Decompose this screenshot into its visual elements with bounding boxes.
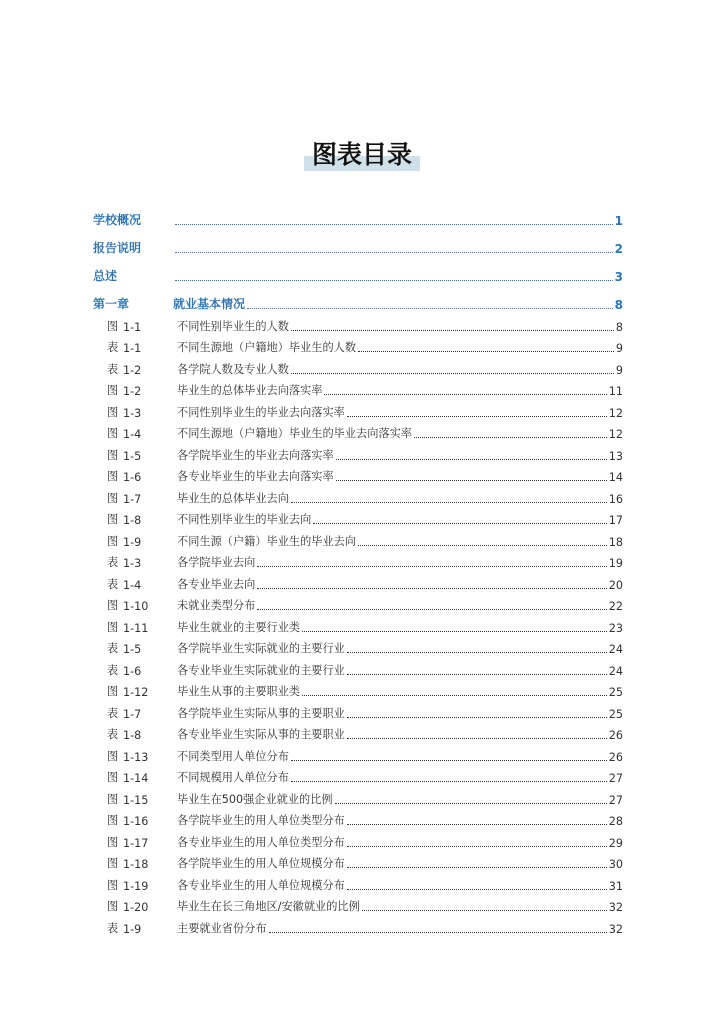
toc-dot-leader <box>291 372 614 374</box>
toc-dot-leader <box>291 329 614 331</box>
toc-sub-entry[interactable] <box>93 334 623 356</box>
toc-entry-text: 各学院毕业生的用人单位规模分布 <box>177 857 345 870</box>
toc-page-number: 12 <box>608 406 623 420</box>
toc-page-number: 8 <box>614 298 623 312</box>
toc-entry-number: 1-2 <box>123 363 142 377</box>
toc-entry-kind: 表 <box>107 341 119 354</box>
toc-entry-number: 1-20 <box>123 901 149 914</box>
toc-sub-entry[interactable] <box>93 592 623 614</box>
toc-entry-text: 不同性别毕业生的毕业去向落实率 <box>177 405 345 419</box>
toc-page-number: 1 <box>614 214 623 228</box>
toc-entry-number: 1-5 <box>123 449 142 463</box>
toc-page-number: 16 <box>608 492 623 506</box>
toc-entry-number: 1-9 <box>123 535 142 549</box>
toc-entry-label: 第一章 <box>93 297 130 311</box>
toc-dot-leader <box>291 759 607 761</box>
toc-entry-kind: 表 <box>107 577 119 591</box>
toc-entry-number: 1-4 <box>123 428 142 441</box>
toc-dot-leader <box>291 501 607 503</box>
toc-entry-number: 1-5 <box>123 643 142 656</box>
toc-dot-leader <box>175 279 613 281</box>
toc-page-number: 27 <box>608 772 623 785</box>
toc-sub-entry[interactable] <box>93 355 623 377</box>
toc-page-number: 26 <box>608 729 623 742</box>
toc-dot-leader <box>291 780 607 782</box>
toc-entry-kind: 图 <box>107 470 119 483</box>
toc-sub-entry[interactable] <box>93 398 623 420</box>
toc-entry-number: 1-11 <box>123 621 149 635</box>
toc-dot-leader <box>257 608 606 610</box>
toc-entry-number: 1-8 <box>123 729 142 742</box>
toc-dot-leader <box>257 565 606 567</box>
toc-entry-kind: 图 <box>107 792 119 806</box>
toc-entry-text: 不同生源（户籍）毕业生的毕业去向 <box>177 534 357 548</box>
toc-entry-number: 1-9 <box>123 922 142 936</box>
toc-sub-entry[interactable] <box>93 506 623 528</box>
toc-dot-leader <box>335 802 607 804</box>
toc-entry-text: 毕业生在长三角地区/安徽就业的比例 <box>177 900 360 913</box>
toc-sub-entry[interactable] <box>93 828 623 850</box>
toc-page-number: 9 <box>615 363 623 377</box>
toc-entry-number: 1-6 <box>123 471 142 484</box>
toc-entry-kind: 表 <box>107 706 119 720</box>
toc-entry-kind: 图 <box>107 448 119 462</box>
toc-sub-entry[interactable] <box>93 377 623 399</box>
toc-dot-leader <box>347 845 607 847</box>
toc-sub-entry[interactable] <box>93 850 623 872</box>
toc-dot-leader <box>347 866 607 868</box>
toc-dot-leader <box>302 630 607 632</box>
toc-entry-kind: 图 <box>107 685 119 698</box>
toc-page-number: 8 <box>615 320 623 334</box>
toc-entry-number: 1-3 <box>123 557 142 570</box>
toc-entry-text: 不同规模用人单位分布 <box>177 771 289 784</box>
toc-entry-kind: 图 <box>107 771 119 784</box>
toc-entry-kind: 图 <box>107 814 119 827</box>
toc-main-entry[interactable] <box>93 284 623 312</box>
toc-dot-leader <box>257 587 606 589</box>
toc-dot-leader <box>347 888 607 890</box>
toc-page-number: 22 <box>608 600 623 613</box>
toc-entry-text: 各学院毕业生实际从事的主要职业 <box>177 706 345 720</box>
toc-page-number: 32 <box>608 901 623 914</box>
toc-entry-text: 主要就业省份分布 <box>177 921 267 935</box>
toc-sub-entry[interactable] <box>93 441 623 463</box>
toc-dot-leader <box>414 436 607 438</box>
toc-main-entry[interactable] <box>93 256 623 284</box>
toc-page-number: 30 <box>608 858 623 871</box>
table-of-contents <box>93 200 623 936</box>
toc-sub-entry[interactable] <box>93 914 623 936</box>
toc-entry-number: 1-14 <box>123 772 149 785</box>
toc-entry-text: 各专业毕业生的用人单位规模分布 <box>177 878 345 892</box>
toc-page-number: 17 <box>608 514 623 527</box>
toc-page-number: 23 <box>608 621 623 635</box>
toc-page-number: 25 <box>608 686 623 699</box>
toc-entry-text: 不同性别毕业生的毕业去向 <box>177 513 312 526</box>
toc-page-number: 24 <box>608 664 623 678</box>
toc-sub-entry[interactable] <box>93 613 623 635</box>
toc-entry-number: 1-19 <box>123 879 149 893</box>
toc-page-number: 24 <box>608 643 623 656</box>
toc-entry-text: 不同生源地（户籍地）毕业生的人数 <box>177 341 357 354</box>
toc-dot-leader <box>336 479 607 481</box>
toc-page-number: 29 <box>608 836 623 850</box>
toc-entry-text: 各专业毕业生的用人单位类型分布 <box>177 835 345 849</box>
toc-entry-kind: 图 <box>107 749 119 763</box>
toc-entry-number: 1-16 <box>123 815 149 828</box>
toc-entry-kind: 表 <box>107 663 119 677</box>
toc-page-number: 3 <box>614 270 623 284</box>
toc-dot-leader <box>358 544 607 546</box>
toc-dot-leader <box>347 651 607 653</box>
toc-entry-number: 1-15 <box>123 793 149 807</box>
toc-entry-number: 1-2 <box>123 385 142 398</box>
toc-dot-leader <box>336 458 607 460</box>
toc-page-number: 13 <box>608 449 623 463</box>
toc-entry-text: 各专业毕业生实际就业的主要行业 <box>177 663 345 677</box>
toc-entry-number: 1-7 <box>123 492 142 506</box>
toc-dot-leader <box>313 522 606 524</box>
toc-sub-entry[interactable] <box>93 484 623 506</box>
toc-entry-number: 1-1 <box>123 320 142 334</box>
toc-entry-kind: 图 <box>107 857 119 870</box>
toc-entry-kind: 图 <box>107 878 119 892</box>
toc-entry-text: 各学院人数及专业人数 <box>177 362 289 376</box>
toc-sub-entry[interactable] <box>93 312 623 334</box>
toc-dot-leader <box>347 415 607 417</box>
toc-sub-entry[interactable] <box>93 635 623 657</box>
toc-entry-text: 不同生源地（户籍地）毕业生的毕业去向落实率 <box>177 427 412 440</box>
toc-sub-entry[interactable] <box>93 742 623 764</box>
toc-sub-entry[interactable] <box>93 721 623 743</box>
toc-sub-entry[interactable] <box>93 807 623 829</box>
toc-entry-kind: 图 <box>107 319 119 333</box>
toc-sub-entry[interactable] <box>93 871 623 893</box>
toc-entry-text: 各学院毕业去向 <box>177 556 256 569</box>
toc-dot-leader <box>302 694 607 696</box>
toc-entry-text: 毕业生从事的主要职业类 <box>177 685 301 698</box>
toc-page-number: 2 <box>614 242 623 256</box>
toc-entry-kind: 图 <box>107 900 119 913</box>
toc-entry-text: 各专业毕业生的毕业去向落实率 <box>177 470 334 483</box>
toc-page-number: 9 <box>615 342 623 355</box>
toc-dot-leader <box>358 350 614 352</box>
toc-entry-number: 1-3 <box>123 406 142 420</box>
page-title <box>304 138 420 172</box>
toc-dot-leader <box>324 393 606 395</box>
toc-entry-kind: 表 <box>107 921 119 935</box>
toc-sub-entry[interactable] <box>93 656 623 678</box>
toc-entry-text: 未就业类型分布 <box>177 599 256 612</box>
toc-entry-kind: 图 <box>107 534 119 548</box>
toc-dot-leader <box>347 673 607 675</box>
toc-sub-entry[interactable] <box>93 549 623 571</box>
toc-entry-number: 1-12 <box>123 686 149 699</box>
toc-page-number: 12 <box>608 428 623 441</box>
toc-sub-entry[interactable] <box>93 699 623 721</box>
toc-entry-number: 1-4 <box>123 578 142 592</box>
toc-page-number: 18 <box>608 535 623 549</box>
toc-entry-text: 毕业生的总体毕业去向 <box>177 491 289 505</box>
toc-entry-text: 各专业毕业生实际从事的主要职业 <box>177 728 345 741</box>
toc-page-number: 26 <box>608 750 623 764</box>
toc-page-number: 25 <box>608 707 623 721</box>
toc-sub-entry[interactable] <box>93 420 623 442</box>
toc-page-number: 27 <box>608 793 623 807</box>
toc-entry-kind: 图 <box>107 620 119 634</box>
toc-sub-entry[interactable] <box>93 463 623 485</box>
toc-entry-kind: 表 <box>107 362 119 376</box>
toc-entry-kind: 图 <box>107 835 119 849</box>
toc-page-number: 20 <box>608 578 623 592</box>
toc-entry-number: 1-17 <box>123 836 149 850</box>
toc-sub-entry[interactable] <box>93 678 623 700</box>
toc-main-entry[interactable] <box>93 228 623 256</box>
toc-entry-text: 不同类型用人单位分布 <box>177 749 289 763</box>
toc-dot-leader <box>247 307 613 309</box>
toc-entry-number: 1-18 <box>123 858 149 871</box>
toc-entry-kind: 表 <box>107 642 119 655</box>
toc-entry-label: 报告说明 <box>93 241 142 255</box>
toc-dot-leader <box>347 737 607 739</box>
toc-dot-leader <box>175 251 613 253</box>
toc-entry-number: 1-10 <box>123 600 149 613</box>
toc-entry-kind: 图 <box>107 491 119 505</box>
toc-sub-entry[interactable] <box>93 764 623 786</box>
toc-entry-kind: 图 <box>107 384 119 397</box>
toc-page-number: 11 <box>608 385 623 398</box>
toc-entry-kind: 图 <box>107 513 119 526</box>
toc-entry-text: 各学院毕业生的毕业去向落实率 <box>177 448 334 462</box>
toc-page-number: 28 <box>608 815 623 828</box>
toc-entry-text: 就业基本情况 <box>173 297 246 311</box>
toc-entry-label: 总述 <box>93 269 118 283</box>
toc-sub-entry[interactable] <box>93 785 623 807</box>
toc-entry-text: 各学院毕业生的用人单位类型分布 <box>177 814 345 827</box>
page-title-text: 图表目录 <box>311 140 412 169</box>
toc-dot-leader <box>362 909 607 911</box>
toc-sub-entry[interactable] <box>93 527 623 549</box>
toc-entry-text: 各学院毕业生实际就业的主要行业 <box>177 642 345 655</box>
toc-entry-text: 毕业生的总体毕业去向落实率 <box>177 384 323 397</box>
toc-main-entry[interactable] <box>93 200 623 228</box>
toc-entry-text: 毕业生就业的主要行业类 <box>177 620 301 634</box>
toc-entry-number: 1-6 <box>123 664 142 678</box>
toc-dot-leader <box>347 716 607 718</box>
toc-dot-leader <box>347 823 607 825</box>
toc-entry-kind: 图 <box>107 427 119 440</box>
toc-page-number: 19 <box>608 557 623 570</box>
toc-sub-entry[interactable] <box>93 893 623 915</box>
toc-page-number: 14 <box>608 471 623 484</box>
toc-entry-label: 学校概况 <box>93 213 142 227</box>
toc-entry-kind: 图 <box>107 405 119 419</box>
toc-entry-number: 1-7 <box>123 707 142 721</box>
toc-entry-text: 各专业毕业去向 <box>177 577 256 591</box>
title-area <box>0 138 724 172</box>
toc-dot-leader <box>175 223 613 225</box>
toc-entry-kind: 表 <box>107 728 119 741</box>
toc-page-number: 31 <box>608 879 623 893</box>
toc-dot-leader <box>269 931 607 933</box>
toc-entry-text: 不同性别毕业生的人数 <box>177 319 289 333</box>
toc-entry-number: 1-8 <box>123 514 142 527</box>
toc-page-number: 32 <box>608 922 623 936</box>
toc-sub-entry[interactable] <box>93 570 623 592</box>
toc-entry-number: 1-1 <box>123 342 142 355</box>
toc-entry-number: 1-13 <box>123 750 149 764</box>
toc-entry-kind: 表 <box>107 556 119 569</box>
toc-entry-kind: 图 <box>107 599 119 612</box>
toc-entry-text: 毕业生在500强企业就业的比例 <box>177 792 333 806</box>
